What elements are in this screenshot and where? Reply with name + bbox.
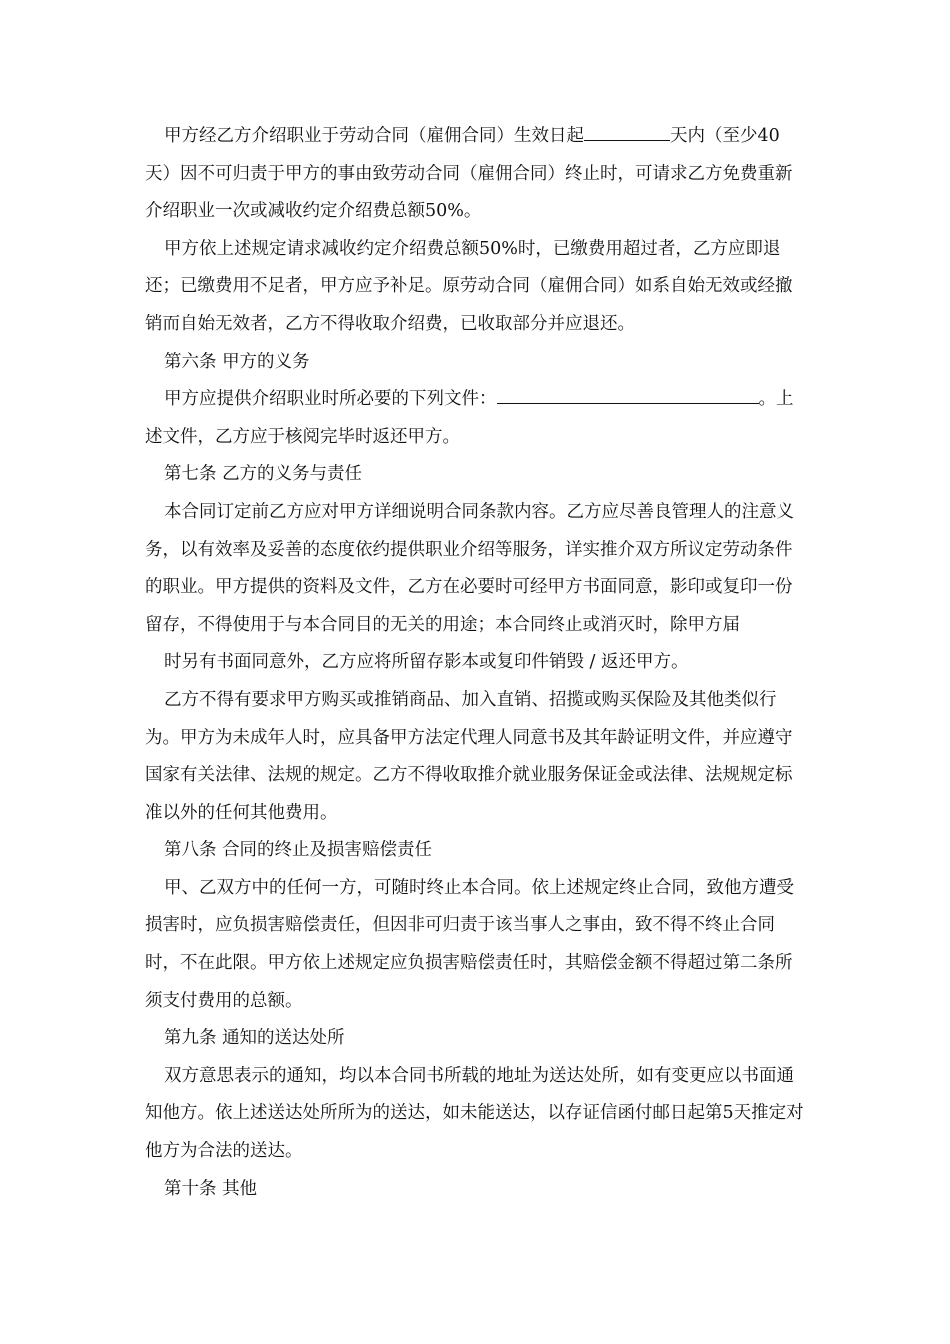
paragraph-prohibited-acts: 乙方不得有要求甲方购买或推销商品、加入直销、招揽或购买保险及其他类似行为。甲方为未成年人时，应具备甲方法定代理人同意书及其年龄证明文件，并应遵守国家有关法律、法规的规定。乙方不得收取推介就业服务保证金或法律、法规规定标准以外的任何其他费用。 [145,689,793,823]
days-blank-field [584,122,670,141]
article-8-heading: 第八条 合同的终止及损害赔偿责任 [164,840,433,861]
paragraph-text: 甲方应提供介绍职业时所必要的下列文件： [164,389,497,410]
paragraph-termination: 甲、乙双方中的任何一方，可随时终止本合同。依上述规定终止合同，致他方遭受损害时，应负损害赔偿责任，但因非可归责于该当事人之事由，致不得不终止合同时，不在此限。甲方依上述规定应负损害赔偿责任时，其赔偿金额不得超过第二条所须支付费用的总额。 [145,877,794,1011]
article-6-heading: 第六条 甲方的义务 [164,351,310,372]
paragraph-text: 。上述文件，乙方应于核阅完毕时返还甲方。 [145,389,794,447]
paragraph-fee-refund: 甲方依上述规定请求减收约定介绍费总额50%时，已缴费用超过者，乙方应即退还；已缴费用不足者，甲方应予补足。原劳动合同（雇佣合同）如系自始无效或经撤销而自始无效者，乙方不得收取介绍费，已收取部分并应退还。 [145,238,793,334]
paragraph-copy-return: 时另有书面同意外，乙方应将所留存影本或复印件销毁 / 返还甲方。 [164,652,689,673]
article-7-heading: 第七条 乙方的义务与责任 [164,464,363,485]
paragraph-text: 甲方经乙方介绍职业于劳动合同（雇佣合同）生效日起 [164,126,584,146]
paragraph-reintroduction [145,118,805,231]
article-9-heading: 第九条 通知的送达处所 [164,1028,345,1049]
document-body [145,118,805,1208]
paragraph-text: 天内（至少40天）因不可归责于甲方的事由致劳动合同（雇佣合同）终止时，可请求乙方免费重新介绍职业一次或减收约定介绍费总额50%。 [145,126,793,222]
documents-blank-field [497,385,759,404]
paragraph-obligations: 本合同订定前乙方应对甲方详细说明合同条款内容。乙方应尽善良管理人的注意义务，以有效率及妥善的态度依约提供职业介绍等服务，详实推介双方所议定劳动条件的职业。甲方提供的资料及文件，乙方在必要时可经甲方书面同意，影印或复印一份留存，不得使用于与本合同目的无关的用途；本合同终止或消灭时，除甲方届 [145,501,794,635]
article-10-heading: 第十条 其他 [164,1178,258,1199]
paragraph-documents [145,381,805,456]
paragraph-notice: 双方意思表示的通知，均以本合同书所载的地址为送达处所，如有变更应以书面通知他方。依上述送达处所所为的送达，如未能送达，以存证信函付邮日起第5天推定对他方为合法的送达。 [145,1065,804,1162]
